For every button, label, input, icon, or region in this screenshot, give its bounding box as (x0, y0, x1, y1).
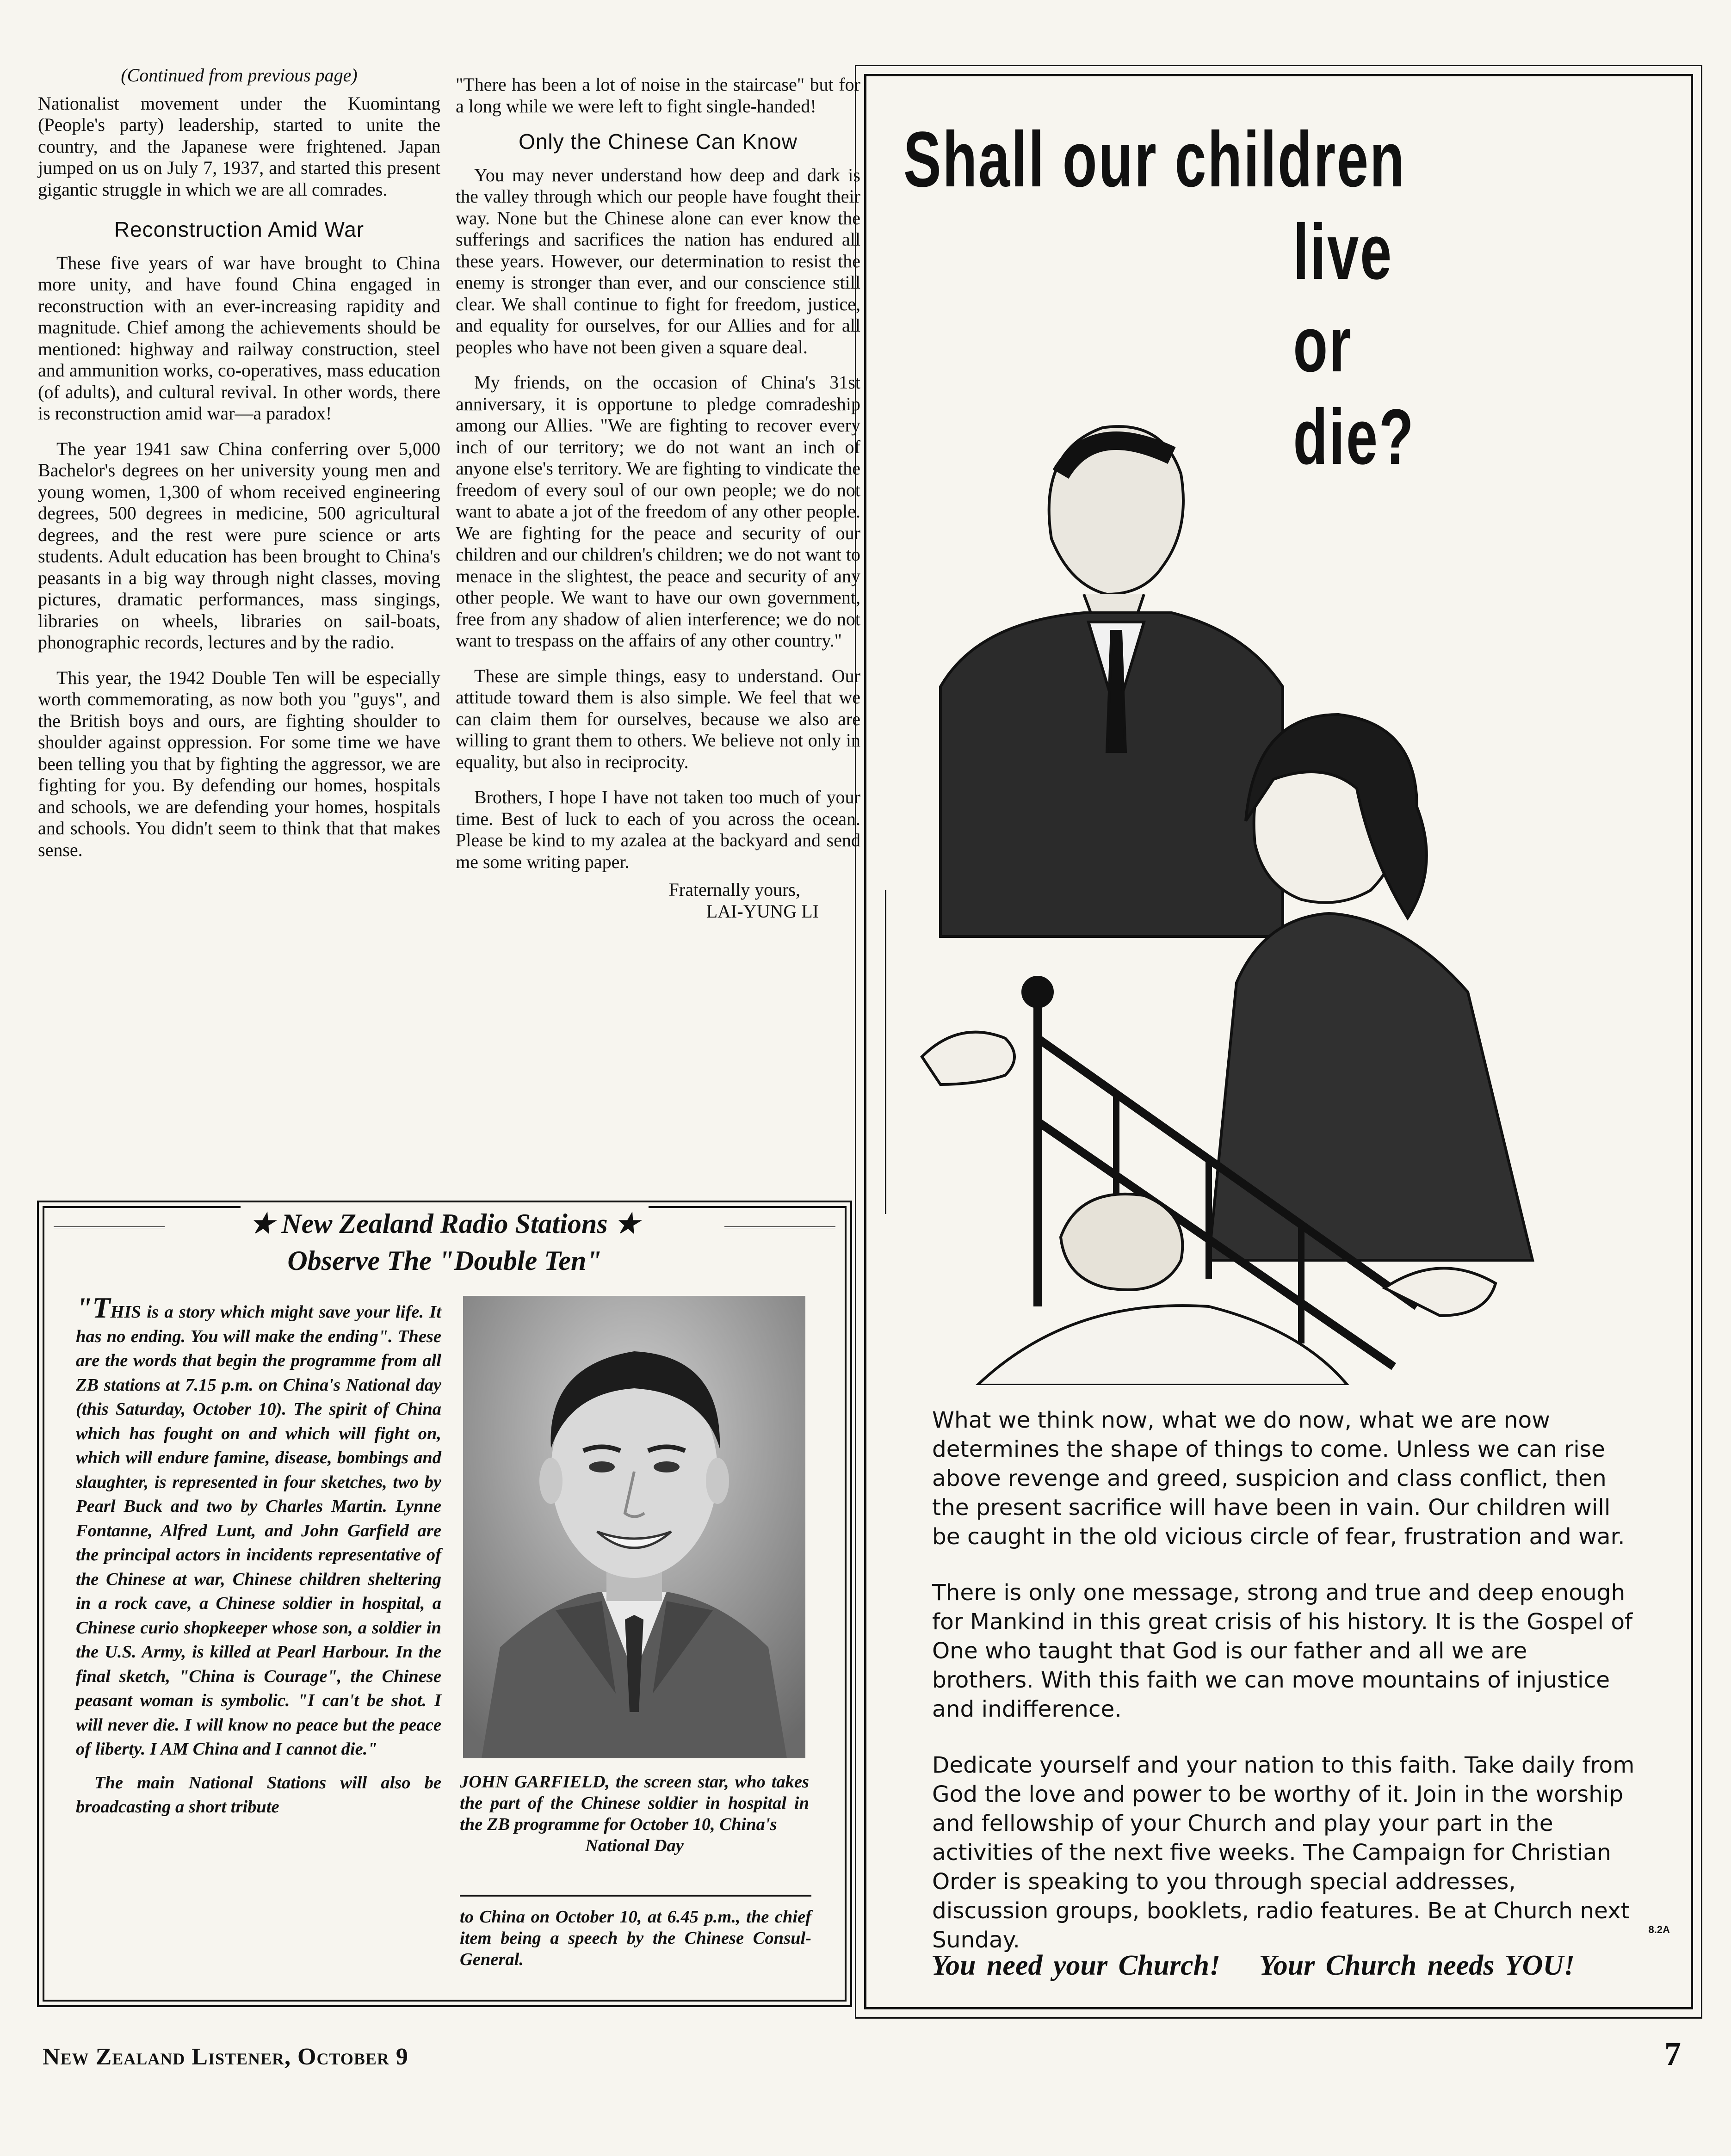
caption-text: JOHN GARFIELD, the screen star, who takes the part of the Chinese soldier in hospital in the ZB programme for October 10, China's (460, 1772, 809, 1834)
article-paragraph: Nationalist movement under the Kuomintang (People's party) leadership, started to unite the country, and the Japanese were frightened. Japan jumped on us on July 7, 1937, and started this present gigantic struggle in which we are all comrades. (38, 92, 440, 200)
subheading-only-chinese: Only the Chinese Can Know (519, 129, 797, 154)
headline-line-2: live or die? (1293, 208, 1415, 481)
radio-paragraph (76, 1291, 441, 1762)
radio-stations-box (43, 1206, 847, 2002)
radio-title-line-2: Observe The "Double Ten" (287, 1245, 602, 1276)
article-paragraph: "There has been a lot of noise in the staircase" but for a long while we were left to fight single-handed! (456, 74, 860, 117)
signature-block (456, 879, 860, 922)
article-paragraph: My friends, on the occasion of China's 31st anniversary, it is opportune to pledge comradeship among our Allies. "We are fighting to recover every inch of our territory; we do not want an inch of anyone else's territory. We are fighting to vindicate the freedom of every soul of our own people; we do not want to abate a jot of the freedom of any other people. We are fighting for the peace and security of our children and our children's children; we do not want to menace in the slightest, the peace and security of any other people. We want to have our own government, free from any shadow of alien interference; we do not want to trespass on the affairs of any other country." (456, 372, 860, 651)
article-column-2 (456, 74, 860, 922)
john-garfield-photo (463, 1296, 805, 1758)
advert-code: 8.2A (1648, 1924, 1670, 1935)
article-paragraph: These five years of war have brought to China more unity, and have found China engaged in reconstruction with an ever-increasing rapidity and magnitude. Chief among the achievements should be mentioned: highway and railway construction, steel and ammunition works, co-operatives, mass education (of adults), and cultural revival. In other words, there is reconstruction amid war—a paradox! (38, 252, 440, 424)
caption-end: National Day (585, 1836, 684, 1855)
photo-caption (460, 1771, 809, 1856)
headline-line-1: Shall our children (903, 116, 1406, 203)
publication-footer: New Zealand Listener, October 9 (43, 2044, 408, 2070)
radio-title-line-1: New Zealand Radio Stations (281, 1208, 608, 1239)
caption-divider (460, 1895, 811, 1897)
article-paragraph: The year 1941 saw China conferring over 5,000 Bachelor's degrees on her university young men and young women, 1,300 of whom received engineering degrees, 500 degrees in medicine, 500 agricultural degrees, and the rest were pure science or arts students. Adult education has been brought to China's peasants in a big way through night classes, moving pictures, dramatic performances, mass singings, libraries on wheels, libraries on sail-boats, phonographic records, lectures and by the radio. (38, 438, 440, 653)
tagline-part-1: You need your Church! (931, 1950, 1221, 1981)
advert-paragraph: There is only one message, strong and true and deep enough for Mankind in this great crisis of his history. It is the Gospel of One who taught that God is our father and all we are brothers. With this faith we can move mountains of injustice and indifference. (932, 1580, 1633, 1722)
advert-body (932, 1406, 1635, 1982)
advert-paragraph: Dedicate yourself and your nation to this faith. Take daily from God the love and power to be worthy of it. Join in the worship and fellowship of your Church and play your part in the activities of the next five weeks. The Campaign for Christian Order is speaking to you through special addresses, discussion groups, booklets, radio features. Be at Church next Sunday. (932, 1752, 1635, 1953)
article-paragraph: Brothers, I hope I have not taken too much of your time. Best of luck to each of you across the ocean. Please be kind to my azalea at the backyard and send me some writing paper. (456, 787, 860, 872)
star-icon: ★ (249, 1208, 282, 1239)
radio-paragraph-text: HIS is a story which might save your life. It has no ending. You will make the ending". These are the words that begin the programme from all ZB stations at 7.15 p.m. on China's National day (this Saturday, October 10). The spirit of China which has fought on and which will fight on, which will endure famine, disease, bombings and slaughter, is represented in four sketches, two by Pearl Buck and two by Charles Martin. Lynne Fontanne, Alfred Lunt, and John Garfield are the principal actors in incidents representative of the Chinese at war, Chinese children sheltering in a rock cave, a Chinese soldier in hospital, a Chinese curio shopkeeper whose son, a soldier in the U.S. Army, is killed at Pearl Harbour. In the final sketch, "China is Courage", the Chinese peasant woman is symbolic. "I can't be shot. I will never die. I will know no peace but the peace of liberty. I AM China and I cannot die." (76, 1302, 441, 1759)
radio-box-title (44, 1205, 845, 1279)
author-signature: LAI-YUNG LI (706, 900, 819, 922)
church-advertisement (864, 74, 1693, 2009)
continued-note: (Continued from previous page) (121, 65, 358, 86)
radio-continuation: to China on October 10, at 6.45 p.m., the chief item being a speech by the Chinese Consul-General. (460, 1907, 811, 1969)
family-illustration (885, 335, 1607, 1385)
drop-cap: "T (76, 1291, 111, 1324)
article-paragraph: These are simple things, easy to understand. Our attitude toward them is also simple. We feel that we can claim them for ourselves, because we also are willing to grant them to others. We believe not only in equality, but also in reciprocity. (456, 665, 860, 772)
sign-off: Fraternally yours, (668, 879, 800, 900)
page-number: 7 (1664, 2035, 1681, 2072)
article-paragraph: This year, the 1942 Double Ten will be especially worth commemorating, as now both you "guys", and the British boys and ours, are fighting shoulder to shoulder against oppression. For some time we have been telling you that by fighting the aggressor, we are fighting for you. By defending our homes, hospitals and schools, we are defending your homes, hospitals and schools. You didn't seem to think that that makes sense. (38, 667, 440, 860)
radio-box-text (76, 1291, 441, 1829)
article-column-1 (38, 65, 440, 875)
radio-paragraph: The main National Stations will also be broadcasting a short tribute (76, 1773, 441, 1817)
advert-tagline (931, 1949, 1653, 1982)
portrait-illustration (463, 1296, 805, 1758)
tagline-part-2: Your Church needs YOU! (1259, 1950, 1575, 1981)
article-paragraph: You may never understand how deep and dark is the valley through which our people have fought their way. None but the Chinese alone can ever know the sufferings and sacrifices the nation has endured all these years. However, our determination to resist the enemy is stronger than ever, and our conscience still clear. We shall continue to fight for freedom, justice, and equality for ourselves, for our Allies and for all peoples who have not been given a square deal. (456, 164, 860, 357)
subheading-reconstruction: Reconstruction Amid War (114, 217, 365, 241)
star-icon: ★ (607, 1208, 640, 1239)
advert-paragraph: What we think now, what we do now, what we are now determines the shape of things to come. Unless we can rise above revenge and greed, suspicion and class conflict, then the present sacrifice will have been in vain. Our children will be caught in the old vicious circle of fear, frustration and war. (932, 1407, 1625, 1550)
